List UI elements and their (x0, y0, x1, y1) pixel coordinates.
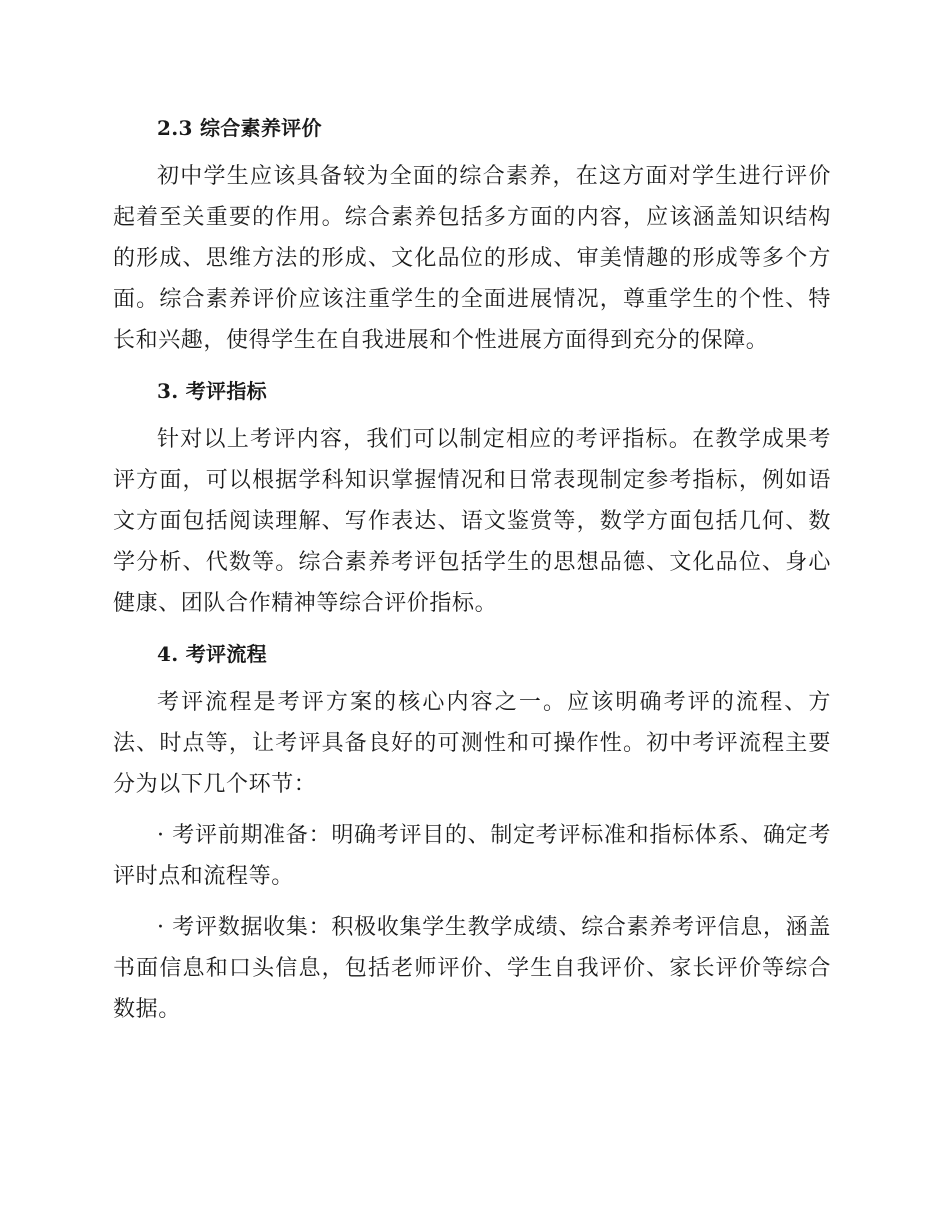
paragraph-evaluation-process: 考评流程是考评方案的核心内容之一。应该明确考评的流程、方法、时点等，让考评具备良好的可测性和可操作性。初中考评流程主要分为以下几个环节： (113, 690, 831, 797)
paragraph-evaluation-indicators: 针对以上考评内容，我们可以制定相应的考评指标。在教学成果考评方面，可以根据学科知识掌握情况和日常表现制定参考指标，例如语文方面包括阅读理解、写作表达、语文鉴赏等，数学方面包括几何、数学分析、代数等。综合素养考评包括学生的思想品德、文化品位、身心健康、团队合作精神等综合评价指标。 (113, 427, 831, 616)
document-page (113, 108, 831, 1040)
section-heading-4: 4. 考评流程 (157, 642, 267, 666)
paragraph-comprehensive-literacy: 初中学生应该具备较为全面的综合素养，在这方面对学生进行评价起着至关重要的作用。综合素养包括多方面的内容，应该涵盖知识结构的形成、思维方法的形成、文化品位的形成、审美情趣的形成等多个方面。综合素养评价应该注重学生的全面进展情况，尊重学生的个性、特长和兴趣，使得学生在自我进展和个性进展方面得到充分的保障。 (113, 164, 831, 353)
list-item-preparation: · 考评前期准备：明确考评目的、制定考评标准和指标体系、确定考评时点和流程等。 (113, 823, 831, 889)
section-heading-3: 3. 考评指标 (157, 379, 267, 403)
list-item-data-collection: · 考评数据收集：积极收集学生教学成绩、综合素养考评信息，涵盖书面信息和口头信息，包括老师评价、学生自我评价、家长评价等综合数据。 (113, 915, 831, 1022)
section-heading-2-3: 2.3 综合素养评价 (157, 116, 322, 140)
